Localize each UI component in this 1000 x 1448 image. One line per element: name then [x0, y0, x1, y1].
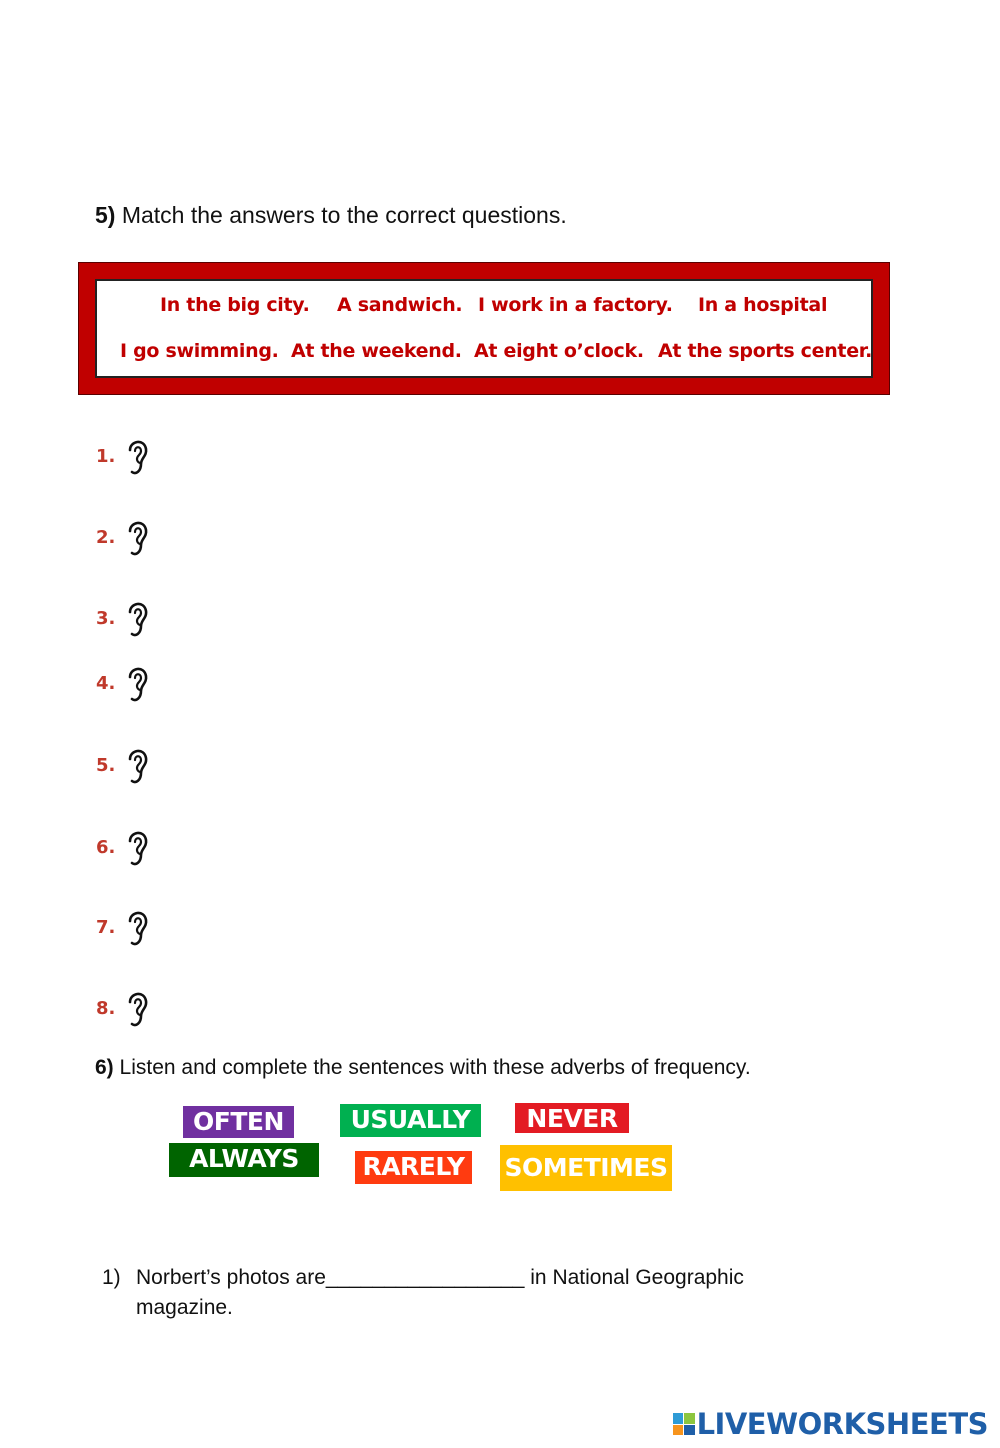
list-item	[96, 827, 166, 871]
item-number: 7.	[96, 917, 116, 938]
item-number: 5.	[96, 755, 116, 776]
adverb-always-badge: ALWAYS	[169, 1143, 319, 1177]
answer-option[interactable]: At eight o’clock.	[474, 340, 644, 362]
exercise-6-instruction: Listen and complete the sentences with these adverbs of frequency.	[119, 1056, 751, 1079]
ear-icon[interactable]	[124, 663, 150, 705]
item-number: 2.	[96, 527, 116, 548]
sentence-number: 1)	[102, 1266, 121, 1289]
answer-box-inner	[95, 279, 873, 378]
exercise-6-heading	[95, 1056, 751, 1080]
ear-icon[interactable]	[124, 436, 150, 478]
adverb-often-badge: OFTEN	[183, 1106, 294, 1138]
item-number: 1.	[96, 446, 116, 467]
ear-icon[interactable]	[124, 745, 150, 787]
ear-icon[interactable]	[124, 598, 150, 640]
answer-option[interactable]: In the big city.	[160, 294, 310, 316]
exercise-5-number: 5)	[95, 202, 116, 228]
sentence-line-2: magazine.	[136, 1296, 233, 1319]
logo-text: LIVEWORKSHEETS	[696, 1407, 988, 1441]
answer-option[interactable]: I go swimming.	[120, 340, 279, 362]
list-item	[96, 517, 166, 561]
liveworksheets-logo[interactable]	[673, 1406, 988, 1442]
adverb-usually-badge: USUALLY	[340, 1104, 481, 1137]
answer-option[interactable]: A sandwich.	[337, 294, 463, 316]
exercise-6-number: 6)	[95, 1056, 114, 1079]
list-item	[96, 988, 166, 1032]
item-number: 6.	[96, 837, 116, 858]
answer-option[interactable]: I work in a factory.	[478, 294, 673, 316]
liveworksheets-logo-icon	[673, 1413, 695, 1435]
ear-icon[interactable]	[124, 517, 150, 559]
ear-icon[interactable]	[124, 827, 150, 869]
adverb-sometimes-badge: SOMETIMES	[500, 1145, 672, 1191]
list-item	[96, 907, 166, 951]
adverb-never-badge: NEVER	[515, 1103, 629, 1133]
sentence-line-1: Norbert’s photos are_________________ in National Geographic	[136, 1266, 744, 1289]
item-number: 8.	[96, 998, 116, 1019]
list-item	[96, 598, 166, 642]
ear-icon[interactable]	[124, 907, 150, 949]
item-number: 3.	[96, 608, 116, 629]
adverb-rarely-badge: RARELY	[355, 1151, 472, 1184]
item-number: 4.	[96, 673, 116, 694]
answer-option[interactable]: At the sports center.	[658, 340, 873, 362]
list-item	[96, 663, 166, 707]
exercise-5-instruction: Match the answers to the correct questions.	[121, 202, 567, 228]
list-item	[96, 745, 166, 789]
answer-option[interactable]: In a hospital	[698, 294, 828, 316]
ear-icon[interactable]	[124, 988, 150, 1030]
answer-box	[78, 262, 890, 395]
answer-option[interactable]: At the weekend.	[291, 340, 462, 362]
exercise-5-heading	[95, 202, 567, 229]
list-item	[96, 436, 166, 480]
